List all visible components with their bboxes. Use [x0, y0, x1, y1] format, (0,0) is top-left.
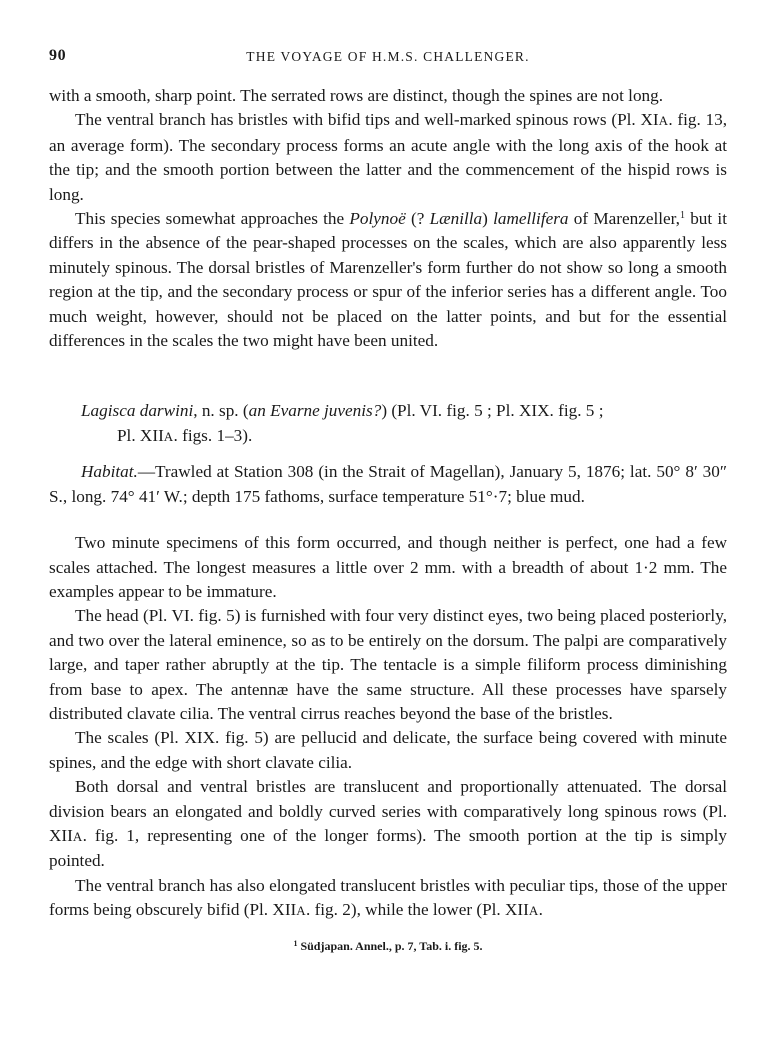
paragraph-ventral-bristles: The ventral branch has also elongated translucent bristles with peculiar tips, those of the upper forms being obscurely bifid (Pl. XIIA. fig. 2), while the lower (Pl. XIIA.	[49, 875, 727, 920]
habitat-label: Habitat.	[81, 462, 138, 482]
running-title: THE VOYAGE OF H.M.S. CHALLENGER.	[246, 49, 530, 64]
species-name: Lagisca darwini	[81, 401, 194, 421]
running-head	[49, 44, 727, 72]
footnote: $^1$ Südjapan. Annel., p. 7, Tab. i. fig. 5.	[293, 938, 483, 953]
paragraph-scales: The scales (Pl. XIX. fig. 5) are pellucid and delicate, the surface being covered with minute spines, and the edge with short clavate cilia.	[49, 728, 727, 772]
paragraph-comparison: This species somewhat approaches the Polynoë (? Lænilla) lamellifera of Marenzeller,$^1$ but it differs in the absence of the pear-shaped processes on the scales, which are also apparently less minutely spinous. The dorsal bristles of Marenzeller's form further do not show so long a smooth region at the tip, and the secondary process or spur of the inferior series has a different angle. Too much weight, however, should not be placed on the latter points, and but for the essential differences in the scales the two might have been united.	[49, 209, 727, 351]
species-heading: Lagisca darwini, n. sp. (an Evarne juvenis?) (Pl. VI. fig. 5 ; Pl. XIX. fig. 5 ; Pl. XIIA. figs. 1–3).	[81, 401, 604, 445]
page-content	[49, 44, 727, 954]
paragraph-head: The head (Pl. VI. fig. 5) is furnished with four very distinct eyes, two being placed posteriorly, and two over the lateral eminence, so as to be entirely on the dorsum. The palpi are comparatively large, and taper rather abruptly at the tip. The tentacle is a simple filiform process diminishing from base to apex. The antennæ have the same structure. All these processes have sparsely distributed clavate cilia. The ventral cirrus reaches beyond the base of the bristles.	[49, 606, 727, 723]
paragraph-specimens: Two minute specimens of this form occurred, and though neither is perfect, one had a few scales attached. The longest measures a little over 2 mm. with a breadth of about 1·2 mm. The examples appear to be immature.	[49, 533, 727, 601]
footnote-marker: 1	[679, 210, 685, 222]
paragraph-continued: with a smooth, sharp point. The serrated rows are distinct, though the spines are not long.	[49, 86, 664, 105]
paragraph-bristles: Both dorsal and ventral bristles are translucent and proportionally attenuated. The dorsal division bears an elongated and boldly curved series with comparatively long spinous rows (Pl. XIIA. fig. 1, representing one of the longer forms). The smooth portion at the tip is simply pointed.	[49, 777, 727, 871]
habitat-paragraph: Habitat.—Trawled at Station 308 (in the Strait of Magellan), January 5, 1876; lat. 50° 8′ 30″ S., long. 74° 41′ W.; depth 175 fathoms, surface temperature 51°·7; blue mud.	[49, 462, 727, 506]
footnote-number: 1	[293, 938, 298, 948]
paragraph-ventral-branch: The ventral branch has bristles with bifid tips and well-marked spinous rows (Pl. XIA. fig. 13, an average form). The secondary process forms an acute angle with the long axis of the hook at the tip; and the smooth portion between the latter and the commencement of the hispid rows is long.	[49, 110, 728, 204]
page-number: 90	[49, 47, 67, 64]
